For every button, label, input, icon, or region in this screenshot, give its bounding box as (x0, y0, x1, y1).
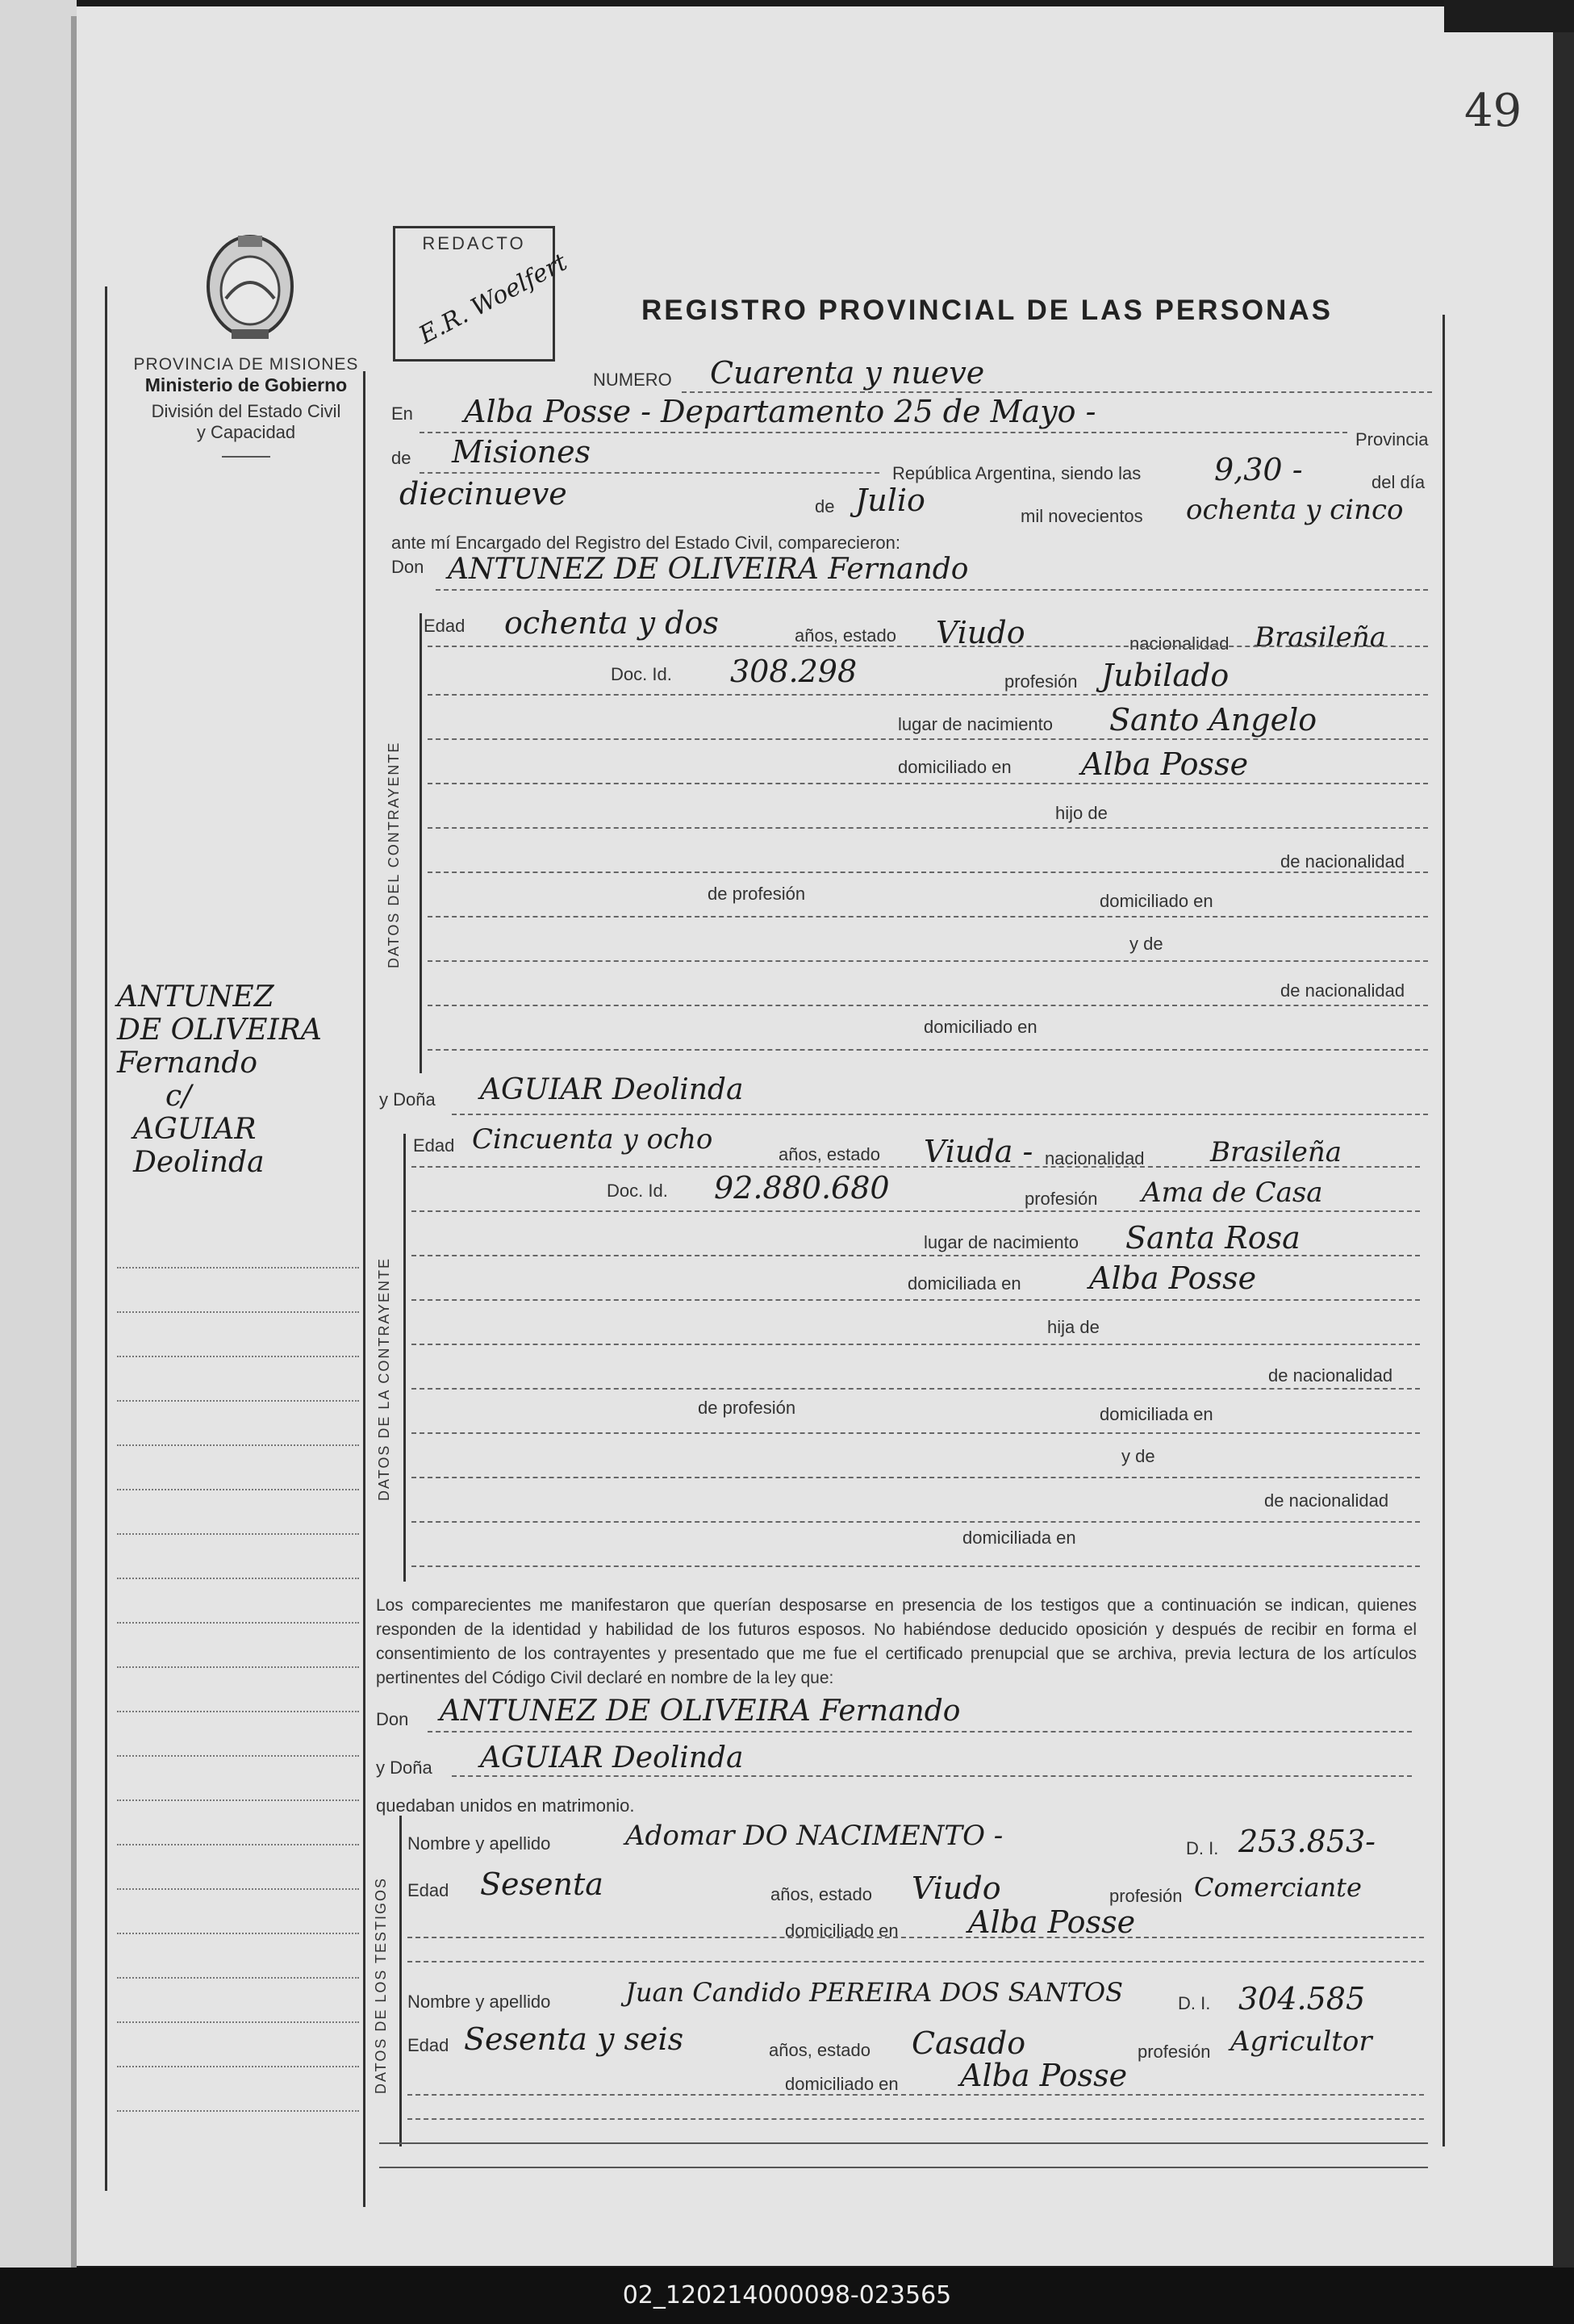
domiciliado-label: domiciliado en (898, 757, 1012, 777)
domiciliada-en-label: domiciliada en (1100, 1404, 1213, 1424)
hijo-de-label: hijo de (1055, 803, 1108, 823)
lugar-nacimiento-label-2: lugar de nacimiento (924, 1232, 1079, 1252)
de-mes-label: de (815, 496, 835, 516)
declaration-dona: AGUIAR Deolinda (480, 1741, 744, 1774)
contrayente2-lugar-nacimiento: Santa Rosa (1125, 1220, 1301, 1256)
dia-value: diecinueve (399, 476, 567, 512)
doc-id-label: Doc. Id. (611, 664, 672, 684)
registry-title: REGISTRO PROVINCIAL DE LAS PERSONAS (641, 295, 1333, 326)
lugar-value: Alba Posse - Departamento 25 de Mayo - (464, 394, 1096, 429)
hora-value: 9,30 - (1214, 452, 1303, 487)
y-de-label: y de (1129, 934, 1163, 954)
de-nacionalidad-label-3: de nacionalidad (1268, 1365, 1393, 1386)
right-border-line (1442, 315, 1445, 2146)
y-dona-label: y Doña (379, 1089, 436, 1110)
profesion-label-2: profesión (1025, 1189, 1098, 1209)
datos-contrayente-label: DATOS DEL CONTRAYENTE (386, 741, 402, 968)
testigo2-edad: Sesenta y seis (464, 2021, 684, 2057)
de-nacionalidad-label-1: de nacionalidad (1280, 851, 1405, 872)
nacionalidad-label: nacionalidad (1129, 633, 1230, 654)
contrayente2-doc: 92.880.680 (714, 1170, 890, 1206)
edad-label-2: Edad (413, 1135, 455, 1156)
del-dia-label: del día (1372, 472, 1426, 492)
contrayente-domicilio: Alba Posse (1081, 746, 1249, 782)
domiciliado-en-label-t1: domiciliado en (785, 1921, 899, 1941)
quedaban-unidos-label: quedaban unidos en matrimonio. (376, 1795, 635, 1816)
mes-value: Julio (855, 483, 925, 518)
doc-id-label-2: Doc. Id. (607, 1181, 668, 1201)
contrayente2-domicilio: Alba Posse (1089, 1260, 1257, 1296)
de-profesion-label-2: de profesión (698, 1398, 796, 1418)
testigo1-edad: Sesenta (480, 1866, 603, 1902)
contrayente2-box-line (403, 1134, 406, 1582)
margin-line-5: AGUIAR (133, 1113, 257, 1146)
profesion-label: profesión (1004, 671, 1078, 692)
page-corner (1444, 0, 1574, 32)
edad-label-t1: Edad (407, 1880, 449, 1900)
contrayente-box-line (420, 613, 422, 1073)
testigo2-di: 304.585 (1238, 1981, 1366, 2017)
margin-line-4: c/ (165, 1080, 192, 1113)
domiciliada-label: domiciliada en (908, 1273, 1021, 1294)
di-label-2: D. I. (1178, 1993, 1211, 2013)
contrayente-estado: Viudo (936, 615, 1025, 650)
mil-novecientos-label: mil novecientos (1021, 506, 1143, 526)
province-name: PROVINCIA DE MISIONES (133, 355, 359, 374)
domiciliado-en-label: domiciliado en (1100, 891, 1213, 911)
domiciliado-en-label-2: domiciliado en (924, 1017, 1038, 1037)
margin-line-3: Fernando (117, 1047, 258, 1080)
contrayente2-nombre: AGUIAR Deolinda (480, 1073, 744, 1106)
testigo2-domicilio: Alba Posse (960, 2058, 1128, 2093)
division-line-2: y Capacidad (196, 422, 296, 442)
book-binding (0, 0, 77, 2292)
coat-of-arms-seal (198, 226, 303, 347)
contrayente2-estado: Viuda - (924, 1134, 1033, 1169)
profesion-label-t1: profesión (1109, 1886, 1183, 1906)
nombre-apellido-label-1: Nombre y apellido (407, 1833, 551, 1854)
numero-value: Cuarenta y nueve (710, 355, 985, 391)
hija-de-label: hija de (1047, 1317, 1100, 1337)
de-nacionalidad-label-2: de nacionalidad (1280, 980, 1405, 1001)
di-label-1: D. I. (1186, 1838, 1219, 1858)
contrayente-lugar-nacimiento: Santo Angelo (1109, 702, 1317, 738)
contrayente-doc: 308.298 (730, 654, 858, 689)
contrayente2-edad: Cincuenta y ocho (472, 1123, 713, 1156)
redacto-stamp (393, 226, 572, 362)
don-label-2: Don (376, 1709, 409, 1729)
testigo2-estado: Casado (912, 2025, 1026, 2061)
anos-estado-label-2: años, estado (779, 1144, 880, 1164)
main-left-line (363, 371, 365, 2207)
anio-value: ochenta y cinco (1186, 494, 1404, 526)
domiciliado-en-label-t2: domiciliado en (785, 2074, 899, 2094)
datos-contrayente2-label: DATOS DE LA CONTRAYENTE (376, 1256, 392, 1501)
ministry-name: Ministerio de Gobierno (144, 374, 348, 395)
page-shadow (1553, 0, 1574, 2292)
margin-line-6: Deolinda (133, 1146, 265, 1179)
ante-mi-label: ante mí Encargado del Registro del Estado Civil, comparecieron: (391, 533, 900, 553)
image-caption: 02_120214000098-023565 (0, 2268, 1574, 2324)
domiciliada-en-label-2: domiciliada en (962, 1528, 1076, 1548)
de-label: de (391, 448, 411, 468)
datos-testigos-label: DATOS DE LOS TESTIGOS (373, 1876, 389, 2094)
province-heading (113, 355, 379, 458)
testigo1-di: 253.853- (1238, 1824, 1376, 1859)
republica-label: República Argentina, siendo las (892, 463, 1142, 483)
redacto-label: REDACTO (422, 233, 526, 253)
profesion-label-t2: profesión (1138, 2042, 1211, 2062)
provincia-value: Misiones (452, 434, 591, 470)
en-label: En (391, 403, 413, 424)
don-label: Don (391, 557, 424, 577)
nacionalidad-label-2: nacionalidad (1045, 1148, 1145, 1168)
testigo1-nombre: Adomar DO NACIMENTO - (625, 1820, 1004, 1852)
nombre-apellido-label-2: Nombre y apellido (407, 1992, 551, 2012)
y-dona-label-2: y Doña (376, 1758, 432, 1778)
testigo1-profesion: Comerciante (1194, 1872, 1362, 1903)
contrayente-edad: ochenta y dos (504, 605, 719, 641)
edad-label-t2: Edad (407, 2035, 449, 2055)
margin-line-2: DE OLIVEIRA (117, 1014, 322, 1047)
declaration-paragraph: Los comparecientes me manifestaron que querían desposarse en presencia de los testigos que a continuación se indican, quienes responden de la identidad y habilidad de los futuros esposos. No habiéndose deducido oposición y después de recibir en forma el consentimiento de los contrayentes y presentado que me fue el certificado prenupcial que se archiva, previa lectura de los artículos pertinentes del Código Civil declaré en nombre de la ley que: (376, 1596, 1417, 1687)
testigo2-profesion: Agricultor (1230, 2025, 1372, 2058)
contrayente-profesion: Jubilado (1101, 658, 1230, 693)
edad-label: Edad (424, 616, 466, 636)
division-line-1: División del Estado Civil (151, 401, 341, 421)
y-de-label-2: y de (1121, 1446, 1155, 1466)
anos-estado-label: años, estado (795, 625, 896, 646)
redacto-signature: E.R. Woelfert (414, 248, 572, 350)
testigo1-domicilio: Alba Posse (968, 1904, 1136, 1940)
provincia-label: Provincia (1355, 429, 1429, 449)
contrayente2-nacionalidad: Brasileña (1210, 1136, 1342, 1168)
numero-label: NUMERO (593, 370, 672, 390)
margin-annotation (117, 980, 322, 1179)
testigo2-nombre: Juan Candido PEREIRA DOS SANTOS (625, 1977, 1123, 2008)
lugar-nacimiento-label: lugar de nacimiento (898, 714, 1054, 734)
testigos-box-line (399, 1816, 402, 2146)
page-number: 49 (1464, 85, 1522, 137)
contrayente2-profesion: Ama de Casa (1142, 1177, 1323, 1209)
de-nacionalidad-label-4: de nacionalidad (1264, 1490, 1389, 1511)
declaration-don: ANTUNEZ DE OLIVEIRA Fernando (440, 1695, 961, 1728)
anos-estado-label-t2: años, estado (769, 2040, 871, 2060)
anos-estado-label-t1: años, estado (770, 1884, 872, 1904)
de-profesion-label: de profesión (708, 884, 806, 904)
testigo1-estado: Viudo (912, 1870, 1001, 1906)
margin-line-1: ANTUNEZ (117, 980, 274, 1014)
contrayente-nombre: ANTUNEZ DE OLIVEIRA Fernando (448, 553, 969, 586)
left-margin-line (105, 286, 107, 2191)
contrayente-nacionalidad: Brasileña (1255, 621, 1386, 654)
